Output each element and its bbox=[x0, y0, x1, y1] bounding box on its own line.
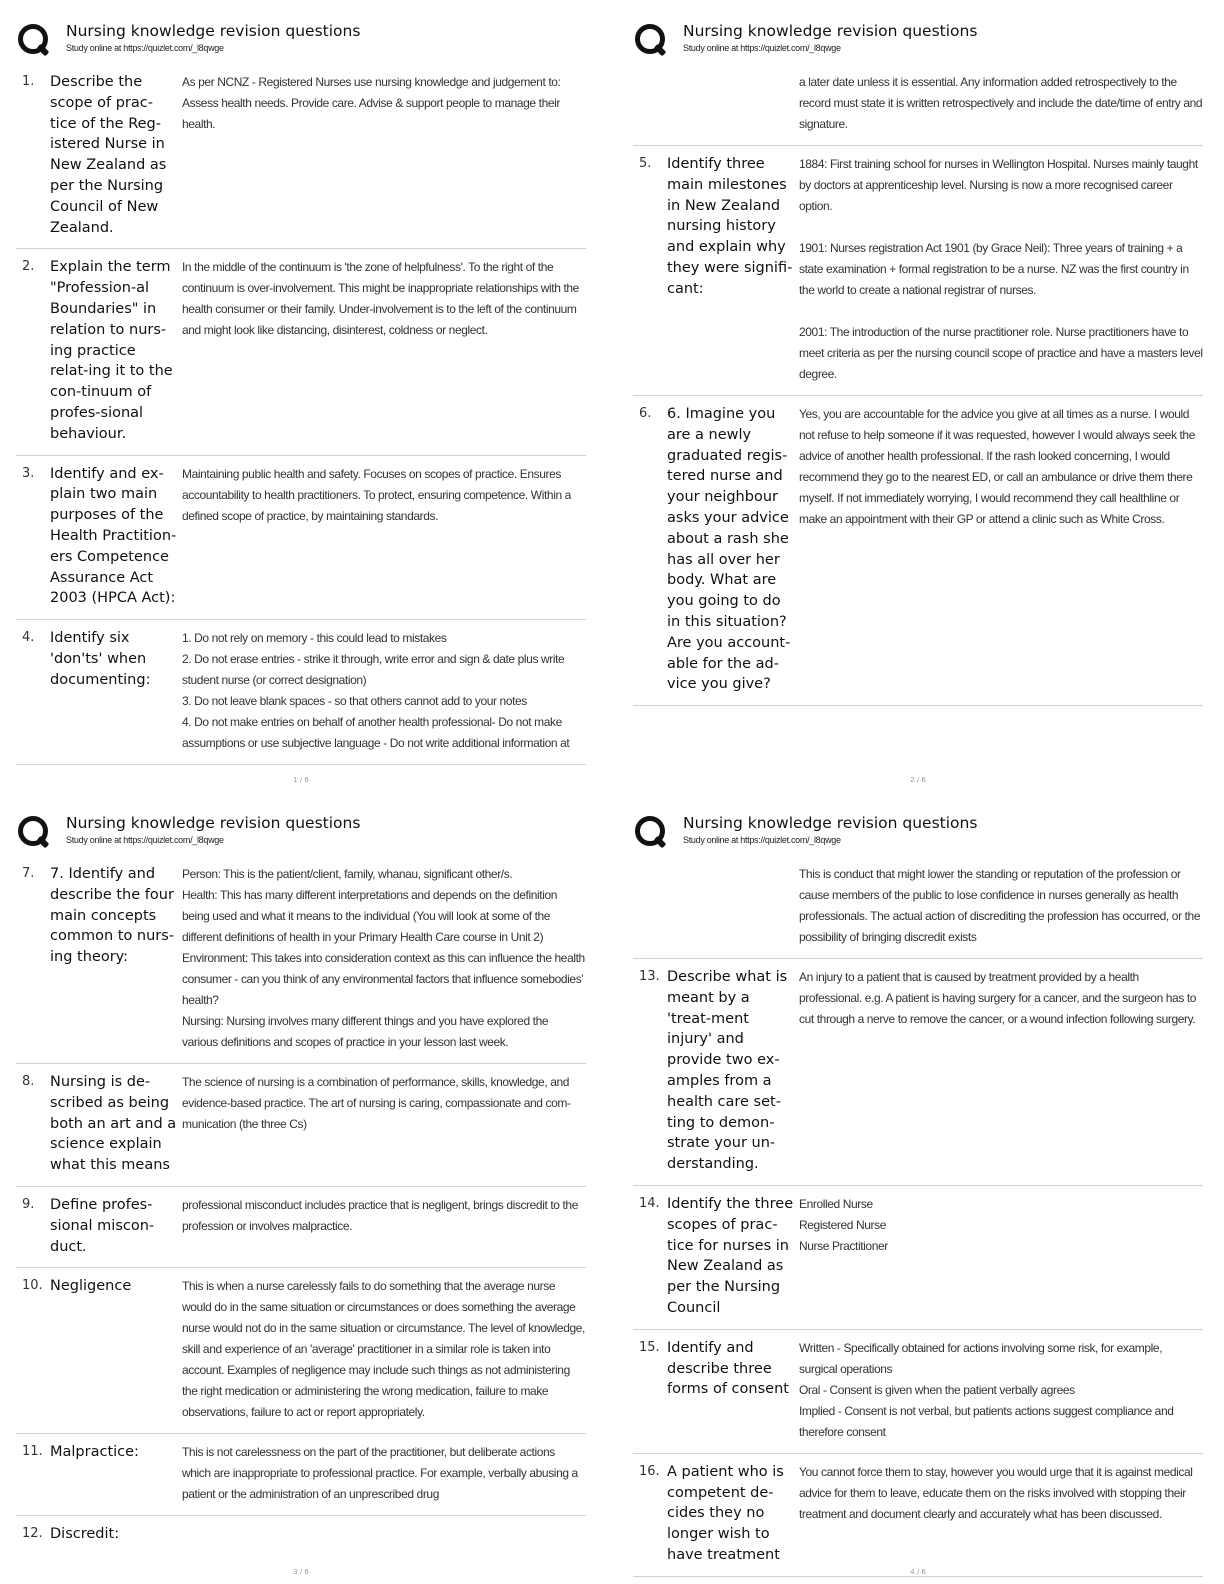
question-term: Identify and ex-plain two main purposes of the Health Practition-ers Competence Assurance Act 2003 (HPCA Act): bbox=[50, 465, 177, 607]
page-title: Nursing knowledge revision questions bbox=[683, 814, 978, 832]
page-header bbox=[16, 16, 586, 64]
answer-line: Health: This has many different interpretations and depends on the definition being used and what it means to the individual (You will look at some of the different definitions of health in your Primary Health Care course in Unit 2) bbox=[182, 888, 558, 944]
answer-line: Implied - Consent is not verbal, but patients actions suggest compliance and therefore consent bbox=[799, 1403, 1174, 1439]
answer-line: 1901: Nurses registration Act 1901 (by Grace Neil): Three years of training + a state examination + formal registration to be a nurse. NZ was the first country in the world to create a national registrar of nurses. bbox=[799, 241, 1189, 297]
paragraph-gap bbox=[799, 301, 1203, 322]
question-term: Describe the scope of prac-tice of the Reg-istered Nurse in New Zealand as per the Nursing Council of New Zealand. bbox=[50, 74, 167, 236]
flashcard-row bbox=[16, 456, 586, 621]
question-term: Discredit: bbox=[50, 1526, 120, 1543]
question-number: 11. bbox=[22, 1444, 43, 1460]
flashcard-row bbox=[16, 1268, 586, 1434]
answer-line: a later date unless it is essential. Any information added retrospectively to the record must state it is written retrospectively and include the date/time of entry and signature. bbox=[799, 75, 1203, 131]
answer-definition bbox=[182, 1442, 586, 1505]
answer-line: The science of nursing is a combination of performance, skills, knowledge, and evidence-based practice. The art of nursing is caring, compassionate and com-munication (the three Cs) bbox=[182, 1075, 571, 1131]
flashcard-row bbox=[16, 620, 586, 765]
flashcard-row bbox=[16, 856, 586, 1064]
answer-line: Environment: This takes into consideration context as this can influence the health consumer - can you think of any environmental factors that influence somebodies' health? bbox=[182, 951, 585, 1007]
question-number: 12. bbox=[22, 1526, 43, 1542]
quizlet-logo-icon bbox=[18, 816, 48, 846]
answer-definition bbox=[799, 1338, 1203, 1443]
question-number: 15. bbox=[639, 1339, 660, 1355]
quizlet-logo-icon bbox=[18, 24, 48, 54]
flashcard-row bbox=[633, 959, 1203, 1186]
question-term: Nursing is de-scribed as being both an art and a science explain what this means bbox=[50, 1074, 177, 1174]
answer-line: 4. Do not make entries on behalf of another health professional- Do not make assumptions or use subjective language - Do not write additional information at bbox=[182, 715, 570, 751]
page-title: Nursing knowledge revision questions bbox=[66, 22, 361, 40]
question-term: Negligence bbox=[50, 1278, 132, 1295]
page-header bbox=[633, 16, 1203, 64]
answer-line: 2. Do not erase entries - strike it through, write error and sign & date plus write student nurse (or correct designation) bbox=[182, 652, 565, 688]
answer-line: Nurse Practitioner bbox=[799, 1238, 888, 1253]
flashcard-row bbox=[16, 1434, 586, 1516]
answer-line: Oral - Consent is given when the patient verbally agrees bbox=[799, 1382, 1075, 1397]
answer-definition bbox=[182, 72, 586, 238]
flashcard-row bbox=[633, 64, 1203, 146]
answer-line: 1. Do not rely on memory - this could lead to mistakes bbox=[182, 631, 447, 646]
answer-line: Enrolled Nurse bbox=[799, 1196, 873, 1211]
answer-definition bbox=[182, 1195, 586, 1257]
question-number: 8. bbox=[22, 1074, 35, 1089]
page-4 bbox=[633, 808, 1203, 1578]
question-term: Identify and describe three forms of consent bbox=[667, 1339, 789, 1398]
page-number: 3 / 6 bbox=[293, 1568, 309, 1576]
answer-definition bbox=[182, 1524, 586, 1545]
answer-definition bbox=[182, 1072, 586, 1176]
answer-definition bbox=[799, 1462, 1203, 1566]
question-number: 2. bbox=[22, 259, 35, 275]
answer-line: Nursing: Nursing involves many different things and you have explored the various definitions and scopes of practice in your lesson last week. bbox=[182, 1014, 549, 1049]
answer-definition bbox=[799, 404, 1203, 695]
question-number: 10. bbox=[22, 1278, 43, 1294]
page-header bbox=[633, 808, 1203, 856]
page-number: 1 / 6 bbox=[293, 776, 309, 784]
flashcard-row bbox=[16, 1187, 586, 1268]
flashcard-row bbox=[633, 1186, 1203, 1330]
answer-definition bbox=[799, 72, 1203, 135]
answer-line: This is conduct that might lower the standing or reputation of the profession or cause members of the public to lose confidence in nurses generally as health professionals. The actual action of discrediting the profession has occurred, or the possibility of bringing discredit exists bbox=[799, 867, 1201, 944]
answer-definition bbox=[182, 628, 586, 754]
question-number: 1. bbox=[22, 74, 35, 89]
study-online-link[interactable]: Study online at https://quizlet.com/_l8qwge bbox=[66, 43, 224, 53]
question-term: Identify six 'don'ts' when documenting: bbox=[50, 630, 151, 688]
question-number: 6. bbox=[639, 406, 652, 421]
answer-line: 3. Do not leave blank spaces - so that others cannot add to your notes bbox=[182, 694, 527, 709]
question-term: Malpractice: bbox=[50, 1444, 139, 1461]
page-title: Nursing knowledge revision questions bbox=[683, 22, 978, 40]
answer-line: As per NCNZ - Registered Nurses use nursing knowledge and judgement to: Assess health needs. Provide care. Advise & support people to manage their health. bbox=[182, 75, 561, 131]
question-term: Identify three main milestones in New Zealand nursing history and explain why they were signifi-cant: bbox=[667, 156, 793, 297]
answer-line: Person: This is the patient/client, family, whanau, significant other/s. bbox=[182, 867, 513, 881]
answer-line: 2001: The introduction of the nurse practitioner role. Nurse practitioners have to meet criteria as per the nursing council scope of practice and have a masters level degree. bbox=[799, 325, 1203, 381]
flashcard-row bbox=[633, 1330, 1203, 1454]
page-2 bbox=[633, 16, 1203, 786]
answer-definition bbox=[182, 464, 586, 610]
answer-definition bbox=[799, 864, 1203, 948]
answer-definition bbox=[799, 1194, 1203, 1319]
paragraph-gap bbox=[799, 217, 1203, 238]
question-term: Define profes-sional miscon-duct. bbox=[50, 1196, 155, 1255]
page-title: Nursing knowledge revision questions bbox=[66, 814, 361, 832]
answer-line: This is when a nurse carelessly fails to do something that the average nurse would do in the same situation or circumstances or does something the average nurse would not do in the same situation or circumstance. The level of knowledge, skill and experience of an 'average' practitioner in a similar role is taken into account. Examples of negligence may include such things as not administering the right medication or administering the wrong medication, failure to make observations, failure to act or report appropriately. bbox=[182, 1279, 585, 1420]
answer-definition bbox=[799, 967, 1203, 1175]
question-number: 14. bbox=[639, 1195, 660, 1211]
answer-line: Maintaining public health and safety. Focuses on scopes of practice. Ensures accountability to health practitioners. To protect, ensuring competence. Within a defined scope of practice, by maintaining standards. bbox=[182, 466, 571, 523]
answer-line: In the middle of the continuum is 'the zone of helpfulness'. To the right of the continuum is over-involvement. This might be inappropriate relationships with the health consumer or their family. Under-involvement is to the left of the continuum and might look like distancing, disinterest, coldness or neglect. bbox=[182, 260, 579, 338]
page-number: 2 / 6 bbox=[910, 776, 926, 784]
flashcard-list bbox=[16, 856, 586, 1555]
study-online-link[interactable]: Study online at https://quizlet.com/_l8qwge bbox=[683, 43, 841, 53]
answer-definition bbox=[182, 1276, 586, 1423]
question-number: 9. bbox=[22, 1196, 35, 1212]
question-term: Describe what is meant by a 'treat-ment injury' and provide two ex-amples from a health care set-ting to demon-strate your un-derstanding. bbox=[667, 969, 788, 1173]
question-number: 5. bbox=[639, 156, 652, 171]
flashcard-list bbox=[633, 64, 1203, 706]
question-number: 16. bbox=[639, 1463, 660, 1479]
answer-definition bbox=[799, 154, 1203, 385]
flashcard-row bbox=[633, 396, 1203, 706]
question-number: 4. bbox=[22, 630, 35, 646]
question-term: Identify the three scopes of prac-tice for nurses in New Zealand as per the Nursing Council bbox=[667, 1195, 794, 1316]
answer-line: Registered Nurse bbox=[799, 1217, 886, 1232]
answer-line: An injury to a patient that is caused by treatment provided by a health professional. e.g. A patient is having surgery for a cancer, and the surgeon has to cut through a nerve to remove the cancer, or a wound infection following surgery. bbox=[799, 970, 1197, 1026]
answer-line: Written - Specifically obtained for actions involving some risk, for example, surgical operations bbox=[799, 1340, 1163, 1376]
page-1 bbox=[16, 16, 586, 786]
answer-line: professional misconduct includes practice that is negligent, brings discredit to the profession or involves malpractice. bbox=[182, 1197, 578, 1233]
flashcard-row bbox=[633, 1454, 1203, 1577]
page-number: 4 / 6 bbox=[910, 1568, 926, 1576]
flashcard-row bbox=[16, 1064, 586, 1187]
flashcard-row bbox=[633, 856, 1203, 959]
study-online-link[interactable]: Study online at https://quizlet.com/_l8qwge bbox=[683, 835, 841, 845]
question-term: Explain the term "Profession-al Boundaries" in relation to nurs-ing practice relat-ing it to the con-tinuum of profes-sional behaviour. bbox=[50, 259, 173, 442]
page-header bbox=[16, 808, 586, 856]
answer-line: Yes, you are accountable for the advice you give at all times as a nurse. I would not refuse to help someone if it was requested, however I would always seek the advice of another health professional. If the rash looked concerning, I would recommend they go to the nearest ED, or call an ambulance or drive them there myself. If not immediately worrying, I would recommend they call healthline or make an appointment with their GP or attend a clinic such as White Cross. bbox=[799, 407, 1195, 526]
question-term: 6. Imagine you are a newly graduated regis-tered nurse and your neighbour asks your advice about a rash she has all over her body. What are you going to do in this situation? Are you account-able for the ad-vice you give? bbox=[667, 406, 791, 693]
question-number: 3. bbox=[22, 465, 35, 481]
flashcard-list bbox=[633, 856, 1203, 1577]
quizlet-logo-icon bbox=[635, 24, 665, 54]
answer-definition bbox=[182, 257, 586, 444]
question-term: 7. Identify and describe the four main concepts common to nurs-ing theory: bbox=[50, 866, 175, 966]
question-number: 13. bbox=[639, 969, 660, 984]
answer-definition bbox=[182, 864, 586, 1053]
answer-line: You cannot force them to stay, however you would urge that it is against medical advice for them to leave, educate them on the risks involved with stopping their treatment and document clearly and accurately what has been discussed. bbox=[799, 1464, 1193, 1521]
study-online-link[interactable]: Study online at https://quizlet.com/_l8qwge bbox=[66, 835, 224, 845]
question-number: 7. bbox=[22, 866, 35, 881]
flashcard-list bbox=[16, 64, 586, 765]
page-3 bbox=[16, 808, 586, 1578]
flashcard-row bbox=[633, 146, 1203, 396]
flashcard-row bbox=[16, 249, 586, 455]
answer-line: This is not carelessness on the part of the practitioner, but deliberate actions which are inappropriate to professional practice. For example, verbally abusing a patient or the administration of an unprescribed drug bbox=[182, 1445, 578, 1502]
answer-line: 1884: First training school for nurses in Wellington Hospital. Nurses mainly taught by doctors at apprenticeship level. Nursing is now a more recognised career option. bbox=[799, 157, 1198, 213]
flashcard-row bbox=[16, 1516, 586, 1555]
flashcard-row bbox=[16, 64, 586, 249]
quizlet-logo-icon bbox=[635, 816, 665, 846]
question-term: A patient who is competent de-cides they no longer wish to have treatment bbox=[667, 1463, 784, 1563]
